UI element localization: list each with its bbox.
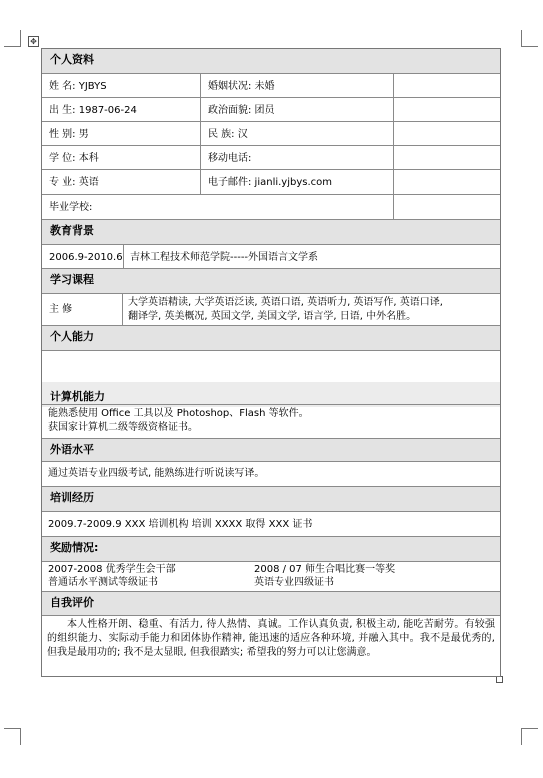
courses-line-1: 大学英语精读, 大学英语泛读, 英语口语, 英语听力, 英语写作, 英语口译, (128, 297, 443, 308)
section-title: 个人资料 (50, 53, 94, 66)
section-title: 计算机能力 (50, 390, 105, 403)
name-field: 姓 名: YJBYS (49, 81, 107, 92)
resume-table (41, 48, 501, 677)
section-title: 教育背景 (50, 224, 94, 237)
photo-column-divider (393, 73, 394, 219)
ability-content (42, 350, 500, 382)
personal-row-6 (42, 194, 500, 219)
section-header-personal (42, 49, 500, 73)
section-header-education (42, 219, 500, 244)
mobile-field: 移动电话: (208, 153, 252, 164)
crop-mark-bottom-left (4, 728, 21, 745)
crop-mark-top-left (4, 30, 21, 47)
computer-line-2: 获国家计算机二级等级资格证书。 (48, 422, 198, 433)
ethnicity-field: 民 族: 汉 (208, 129, 248, 140)
education-period: 2006.9-2010.6 (49, 252, 123, 263)
table-move-handle-icon[interactable]: ✥ (28, 36, 39, 47)
award-item: 2008 / 07 师生合唱比赛一等奖 (254, 564, 396, 575)
awards-content (42, 561, 500, 591)
section-header-language (42, 438, 500, 461)
table-resize-handle[interactable] (496, 676, 503, 683)
column-divider (123, 244, 124, 268)
personal-row-1 (42, 73, 500, 97)
school-field: 毕业学校: (49, 202, 93, 213)
section-header-awards (42, 536, 500, 561)
section-title: 外语水平 (50, 443, 94, 456)
crop-mark-bottom-right (521, 728, 538, 745)
personal-row-3 (42, 121, 500, 145)
section-header-ability (42, 325, 500, 350)
training-line-1: 2009.7-2009.9 XXX 培训机构 培训 XXXX 取得 XXX 证书 (48, 519, 313, 530)
degree-field: 学 位: 本科 (49, 153, 99, 164)
birth-field: 出 生: 1987-06-24 (49, 105, 137, 116)
section-title: 学习课程 (50, 273, 94, 286)
major-field: 专 业: 英语 (49, 177, 99, 188)
column-divider (200, 73, 201, 194)
education-detail: 吉林工程技术师范学院-----外国语言文学系 (130, 252, 319, 263)
computer-line-1: 能熟悉使用 Office 工具以及 Photoshop、Flash 等软件。 (48, 408, 309, 419)
self-eval-text: 本人性格开朗、稳重、有活力, 待人热情、真诚。工作认真负责, 积极主动, 能吃苦耐劳。有较强的组织能力、实际动手能力和团体协作精神, 能迅速的适应各种环境, 并融入其中。我不是最优秀的, 但我是最用功的; 我不是太显眼, 但我很踏实; 希望我的努力可以让您满意。 (47, 619, 495, 658)
column-divider (122, 293, 123, 325)
section-title: 个人能力 (50, 330, 94, 343)
political-field: 政治面貌: 团员 (208, 105, 275, 116)
section-title: 自我评价 (50, 596, 94, 609)
education-row (42, 244, 500, 268)
marital-field: 婚姻状况: 未婚 (208, 81, 275, 92)
crop-mark-top-right (521, 30, 538, 47)
training-content (42, 511, 500, 536)
email-field: 电子邮件: jianli.yjbys.com (208, 177, 333, 188)
computer-content (42, 404, 500, 438)
courses-row (42, 293, 500, 325)
language-content (42, 461, 500, 486)
personal-row-4 (42, 145, 500, 169)
award-item: 普通话水平测试等级证书 (48, 577, 158, 588)
personal-row-5 (42, 169, 500, 194)
language-line-1: 通过英语专业四级考试, 能熟练进行听说读写译。 (48, 468, 265, 479)
section-header-courses (42, 268, 500, 293)
section-title: 奖励情况: (50, 541, 99, 554)
self-eval-content (42, 615, 500, 676)
award-item: 2007-2008 优秀学生会干部 (48, 564, 176, 575)
award-item: 英语专业四级证书 (254, 577, 334, 588)
section-header-training (42, 486, 500, 511)
courses-label: 主 修 (49, 304, 73, 315)
personal-row-2 (42, 97, 500, 121)
section-title: 培训经历 (50, 491, 94, 504)
section-header-self-eval (42, 591, 500, 615)
courses-line-2: 翻译学, 英美概况, 英国文学, 美国文学, 语言学, 日语, 中外名胜。 (128, 311, 417, 322)
gender-field: 性 别: 男 (49, 129, 89, 140)
